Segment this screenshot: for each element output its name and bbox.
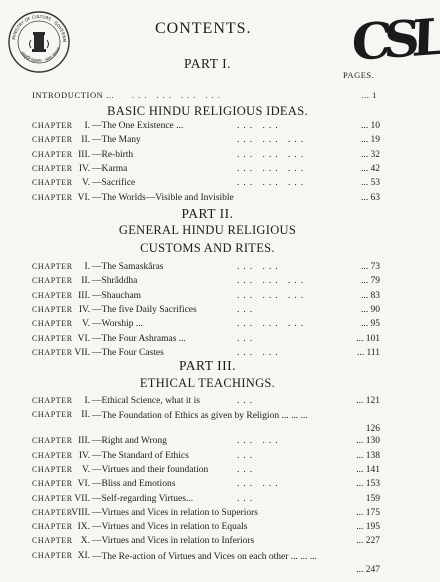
- chapter-entry: [32, 494, 380, 508]
- chapter-entry: [32, 291, 380, 305]
- intro-dots: ... ... ... ...: [132, 90, 224, 100]
- chapter-entry: [32, 178, 380, 192]
- chapter-leader-dots: ... ...: [237, 262, 282, 272]
- chapter-number: IV.: [78, 304, 90, 315]
- chapter-page-number: ... 130: [356, 436, 380, 447]
- chapter-title: —Right and Wrong: [92, 436, 167, 447]
- chapter-entry: [32, 319, 380, 333]
- section-heading-customs-1: GENERAL HINDU RELIGIOUS: [118, 223, 297, 237]
- pages-column-header: PAGES.: [343, 70, 375, 80]
- chapter-entry: [32, 465, 380, 479]
- chapter-leader-dots: ... ... ...: [237, 135, 308, 146]
- chapter-number: VII.: [74, 347, 90, 358]
- intro-page: ... 1: [361, 90, 377, 100]
- chapter-number: II.: [81, 276, 90, 287]
- chapter-page-number: ... 63: [361, 192, 380, 203]
- chapter-page-number: ... 141: [356, 464, 380, 475]
- chapter-leader-dots: ... ...: [237, 436, 282, 447]
- chapter-leader-dots: ... ... ...: [237, 290, 308, 301]
- chapter-page-number: 126: [365, 424, 380, 435]
- chapter-entry: [32, 193, 380, 207]
- chapter-number: III.: [78, 290, 90, 301]
- chapter-number: V.: [81, 464, 90, 475]
- chapter-entry: [32, 121, 380, 135]
- chapter-page-number: ... 42: [361, 163, 380, 174]
- chapter-title: —Ethical Science, what it is: [92, 396, 200, 406]
- chapter-page-number: ... 101: [356, 333, 380, 344]
- chapter-leader-dots: ...: [237, 333, 257, 344]
- chapter-title: —Virtues and Vices in relation to Superiors: [92, 507, 258, 518]
- chapter-title: —The Standard of Ethics: [92, 450, 189, 461]
- chapter-title: —The Samaskâras: [92, 262, 164, 272]
- chapter-number: IV.: [78, 163, 90, 174]
- chapter-number: VI.: [77, 479, 90, 490]
- chapter-title: —The Foundation of Ethics as given by Religion ... ... ...: [92, 411, 308, 422]
- chapter-number: VIII.: [71, 507, 90, 518]
- chapter-number: III.: [78, 436, 90, 447]
- chapter-number: IV.: [78, 450, 90, 461]
- chapter-number: I.: [84, 262, 90, 272]
- chapter-entry: [32, 451, 380, 465]
- chapter-title: —The five Daily Sacrifices: [92, 304, 197, 315]
- chapter-label: CHAPTER: [32, 464, 73, 474]
- chapter-number: V.: [81, 319, 90, 330]
- chapter-leader-dots: ... ...: [237, 479, 282, 490]
- intro-label: INTRODUCTION ...: [32, 90, 115, 100]
- section-heading-ethics: ETHICAL TEACHINGS.: [139, 376, 276, 390]
- chapter-title: —Sacrifice: [92, 178, 136, 189]
- chapter-page-number: ... 175: [356, 507, 380, 518]
- chapter-leader-dots: ...: [237, 464, 257, 475]
- section-heading-basic-ideas: BASIC HINDU RELIGIOUS IDEAS.: [107, 104, 308, 118]
- chapter-page-number: ... 53: [361, 178, 380, 189]
- chapter-page-number: ... 32: [361, 149, 380, 160]
- chapter-title: —Re-birth: [92, 149, 134, 160]
- chapter-leader-dots: ... ... ...: [237, 178, 308, 189]
- chapter-page-number: ... 95: [361, 319, 380, 330]
- svg-text:MINISTRY OF CULTURE · GOVERNME: MINISTRY OF CULTURE · GOVERNM: [11, 13, 68, 43]
- chapter-number: VII.: [74, 493, 90, 504]
- chapter-entry: [32, 135, 380, 149]
- chapter-entry: [32, 164, 380, 178]
- chapter-number: X.: [80, 536, 90, 547]
- chapter-title: —Shaucham: [92, 290, 142, 301]
- chapter-leader-dots: ...: [237, 450, 257, 461]
- page-title: CONTENTS.: [155, 20, 252, 37]
- svg-text:संस्कृति मंत्रालय · भारत सरकार: संस्कृति मंत्रालय · भारत सरकार: [19, 46, 62, 64]
- chapter-label: CHAPTER: [32, 436, 73, 446]
- chapter-page-number: ... 138: [356, 450, 380, 461]
- chapter-label: CHAPTER: [32, 347, 73, 357]
- chapter-number: II.: [81, 135, 90, 146]
- chapter-number: VI.: [77, 333, 90, 344]
- chapter-page-number: ... 121: [356, 396, 380, 406]
- chapter-label: CHAPTER: [32, 178, 73, 188]
- chapter-label: CHAPTER: [32, 149, 73, 159]
- chapter-number: II.: [81, 410, 90, 421]
- chapter-number: I.: [84, 396, 90, 406]
- chapter-label: CHAPTER: [32, 319, 73, 329]
- chapter-label: CHAPTER: [32, 290, 73, 300]
- chapter-leader-dots: ...: [237, 304, 257, 315]
- chapter-page-number: ... 247: [356, 564, 380, 575]
- part-heading-1: PART I.: [184, 56, 231, 71]
- chapter-label: CHAPTER: [32, 450, 73, 460]
- chapter-title: —Bliss and Emotions: [92, 479, 176, 490]
- chapter-entry: [32, 305, 380, 319]
- chapter-label: CHAPTER: [32, 135, 73, 145]
- chapter-label: CHAPTER: [32, 192, 73, 202]
- part-heading-3: PART III.: [179, 358, 236, 373]
- chapter-page-number: ... 195: [356, 522, 380, 533]
- chapter-page-number: ... 153: [356, 479, 380, 490]
- chapter-title: —Self-regarding Virtues...: [92, 493, 194, 504]
- chapter-label: CHAPTER: [32, 121, 73, 130]
- chapter-page-number: ... 10: [361, 121, 380, 131]
- chapter-leader-dots: ... ... ...: [237, 319, 308, 330]
- chapter-leader-dots: ... ... ...: [237, 163, 308, 174]
- chapter-entry: [32, 522, 380, 536]
- chapter-title: —The Four Castes: [92, 347, 164, 358]
- chapter-entry: [32, 536, 380, 550]
- chapter-number: IX.: [77, 522, 90, 533]
- part-heading-2: PART II.: [181, 206, 234, 221]
- corner-mark: CSL: [350, 7, 440, 72]
- chapter-leader-dots: ...: [237, 493, 257, 504]
- chapter-title: —The Many: [92, 135, 141, 146]
- chapter-page-number: ... 19: [361, 135, 380, 146]
- chapter-entry: [32, 410, 380, 438]
- chapter-label: CHAPTER: [32, 550, 73, 560]
- chapter-entry: [32, 334, 380, 348]
- chapter-label: CHAPTER: [32, 507, 73, 517]
- chapter-entry: [32, 262, 380, 276]
- chapter-label: CHAPTER: [32, 262, 73, 271]
- chapter-title: —Worship ...: [92, 319, 143, 330]
- chapter-label: CHAPTER: [32, 396, 73, 405]
- chapter-title: —Virtues and Vices in relation to Inferiors: [92, 536, 255, 547]
- chapter-title: —Virtues and their foundation: [92, 464, 209, 475]
- chapter-number: I.: [84, 121, 90, 131]
- chapter-label: CHAPTER: [32, 493, 73, 503]
- chapter-number: III.: [78, 149, 90, 160]
- chapter-label: CHAPTER: [32, 304, 73, 314]
- chapter-entry: [32, 276, 380, 290]
- chapter-entry: [32, 479, 380, 493]
- chapter-page-number: ... 73: [361, 262, 380, 272]
- chapter-page-number: ... 79: [361, 276, 380, 287]
- chapter-title: —Virtues and Vices in relation to Equals: [92, 522, 248, 533]
- chapter-leader-dots: ...: [237, 396, 257, 406]
- chapter-title: —Shrâddha: [92, 276, 138, 287]
- section-heading-customs-2: CUSTOMS AND RITES.: [140, 241, 275, 255]
- chapter-entry: [32, 436, 380, 450]
- chapter-page-number: ... 111: [356, 347, 380, 358]
- chapter-number: VI.: [77, 192, 90, 203]
- chapter-entry: [32, 551, 380, 579]
- chapter-entry: [32, 150, 380, 164]
- chapter-label: CHAPTER: [32, 536, 73, 546]
- chapter-leader-dots: ... ...: [237, 347, 282, 358]
- chapter-entry: [32, 508, 380, 522]
- introduction-entry: [32, 90, 377, 100]
- chapter-number: V.: [81, 178, 90, 189]
- chapter-label: CHAPTER: [32, 276, 73, 286]
- chapter-number: XI.: [77, 550, 90, 561]
- chapter-title: —Karma: [92, 163, 128, 174]
- chapter-page-number: ... 83: [361, 290, 380, 301]
- chapter-page-number: 159: [365, 493, 380, 504]
- chapter-page-number: ... 90: [361, 304, 380, 315]
- chapter-title: —The Worlds—Visible and Invisible: [92, 192, 234, 203]
- chapter-label: CHAPTER: [32, 522, 73, 532]
- chapter-leader-dots: ... ...: [237, 121, 282, 131]
- chapter-label: CHAPTER: [32, 410, 73, 420]
- chapter-page-number: ... 227: [356, 536, 380, 547]
- chapter-title: —The Re-action of Virtues and Vices on each other ... ... ...: [92, 551, 317, 562]
- chapter-leader-dots: ... ... ...: [237, 276, 308, 287]
- chapter-title: —The Four Ashramas ...: [92, 333, 186, 344]
- chapter-leader-dots: ... ... ...: [237, 149, 308, 160]
- chapter-label: CHAPTER: [32, 479, 73, 489]
- chapter-title: —The One Existence ...: [92, 121, 184, 131]
- chapter-label: CHAPTER: [32, 333, 73, 343]
- chapter-entry: [32, 396, 380, 410]
- chapter-label: CHAPTER: [32, 163, 73, 173]
